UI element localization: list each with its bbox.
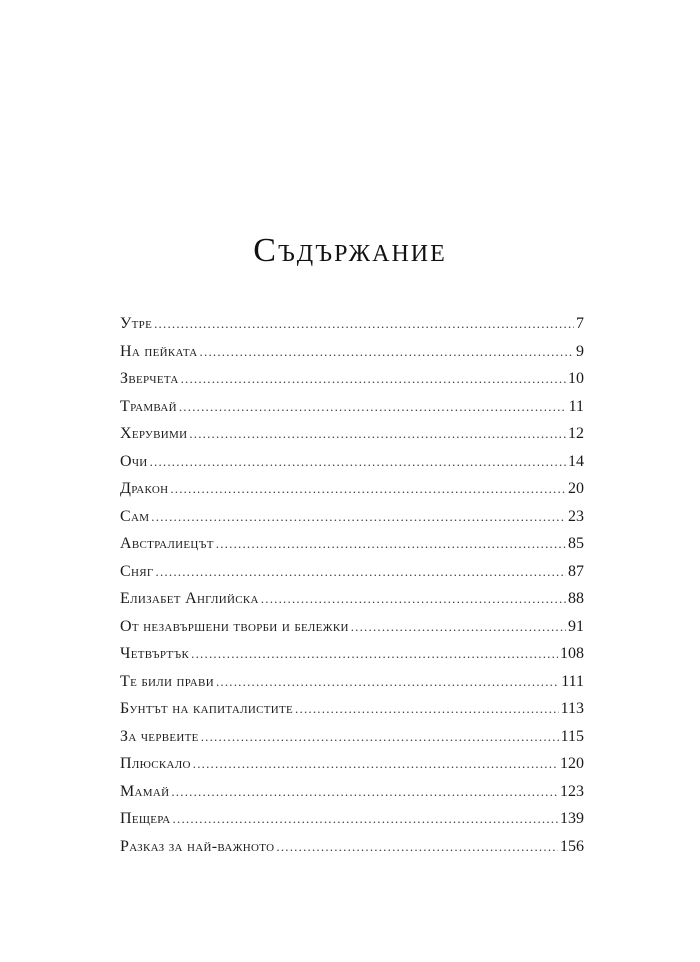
toc-entry-title: Разказ за най-важното: [120, 837, 275, 855]
toc-entry-title: На пейката: [120, 342, 198, 360]
toc-entry-title: Сам: [120, 507, 150, 525]
toc-entry-page-number: 11: [568, 397, 584, 415]
toc-entry: [120, 310, 584, 338]
toc-entry: [120, 365, 584, 393]
dot-leader: [154, 310, 574, 338]
toc-entry-page-number: 87: [568, 562, 584, 580]
toc-entry-title: Утре: [120, 315, 153, 332]
toc-entry-title: Плюскало: [120, 755, 191, 772]
toc-entry-page-number: 9: [576, 342, 584, 360]
toc-entry: [120, 668, 584, 696]
toc-entry-page-number: 7: [576, 315, 584, 332]
toc-entry-title: Дракон: [120, 480, 169, 497]
toc-entry-page-number: 14: [568, 452, 584, 470]
toc-entry-page-number: 91: [568, 617, 584, 635]
toc-entry-title: Пещера: [120, 810, 171, 827]
dot-leader: [201, 723, 559, 751]
toc-entry: [120, 530, 584, 558]
toc-entry: [120, 475, 584, 503]
dot-leader: [216, 668, 559, 696]
toc-entry-title: Четвъртък: [120, 645, 190, 662]
toc-entry-title: Херувими: [120, 425, 188, 442]
toc-entry-title: Австралиецът: [120, 535, 214, 552]
toc-entry: [120, 503, 584, 531]
toc-entry-title: Бунтът на капиталистите: [120, 700, 294, 717]
toc-entry-title: Сняг: [120, 562, 154, 580]
toc-entry-page-number: 115: [560, 727, 584, 745]
toc-entry: [120, 338, 584, 366]
toc-entry-title: За червеите: [120, 727, 199, 745]
toc-entry-page-number: 139: [560, 810, 584, 827]
toc-entry-page-number: 108: [560, 645, 584, 662]
page-title: Съдържание: [253, 232, 447, 269]
dot-leader: [261, 585, 566, 613]
toc-entry-title: Мамай: [120, 782, 170, 800]
toc-entry-page-number: 85: [568, 535, 584, 552]
toc-entry: [120, 585, 584, 613]
dot-leader: [200, 338, 574, 366]
toc-entry-page-number: 120: [560, 755, 584, 772]
toc-entry-page-number: 156: [560, 837, 584, 855]
dot-leader: [191, 640, 558, 668]
dot-leader: [156, 558, 566, 586]
dot-leader: [295, 695, 559, 723]
toc-entry-page-number: 20: [568, 480, 584, 497]
toc-entry: [120, 613, 584, 641]
dot-leader: [216, 530, 566, 558]
toc-entry-title: Зверчета: [120, 370, 179, 387]
toc-entry-title: Те били прави: [120, 672, 214, 690]
dot-leader: [276, 833, 558, 861]
dot-leader: [150, 448, 566, 476]
table-of-contents: [120, 310, 584, 860]
dot-leader: [189, 420, 566, 448]
toc-entry: [120, 448, 584, 476]
toc-entry: [120, 778, 584, 806]
dot-leader: [151, 503, 566, 531]
toc-entry-page-number: 10: [568, 370, 584, 387]
toc-entry-page-number: 23: [568, 507, 584, 525]
toc-entry: [120, 393, 584, 421]
toc-entry-title: От незавършени творби и бележки: [120, 617, 349, 635]
dot-leader: [181, 365, 566, 393]
toc-entry: [120, 805, 584, 833]
dot-leader: [179, 393, 567, 421]
toc-entry: [120, 420, 584, 448]
toc-entry-page-number: 88: [568, 590, 584, 607]
toc-entry: [120, 640, 584, 668]
toc-entry: [120, 695, 584, 723]
dot-leader: [170, 475, 566, 503]
dot-leader: [193, 750, 558, 778]
toc-entry-page-number: 123: [560, 782, 584, 800]
toc-entry-title: Трамвай: [120, 397, 177, 415]
toc-entry: [120, 558, 584, 586]
toc-entry: [120, 833, 584, 861]
toc-entry-title: Елизабет Английска: [120, 590, 259, 607]
dot-leader: [351, 613, 566, 641]
toc-entry-page-number: 111: [561, 672, 584, 690]
toc-entry-page-number: 12: [568, 425, 584, 442]
dot-leader: [171, 778, 558, 806]
toc-entry: [120, 723, 584, 751]
toc-entry: [120, 750, 584, 778]
dot-leader: [173, 805, 558, 833]
toc-entry-page-number: 113: [560, 700, 584, 717]
toc-entry-title: Очи: [120, 452, 148, 470]
